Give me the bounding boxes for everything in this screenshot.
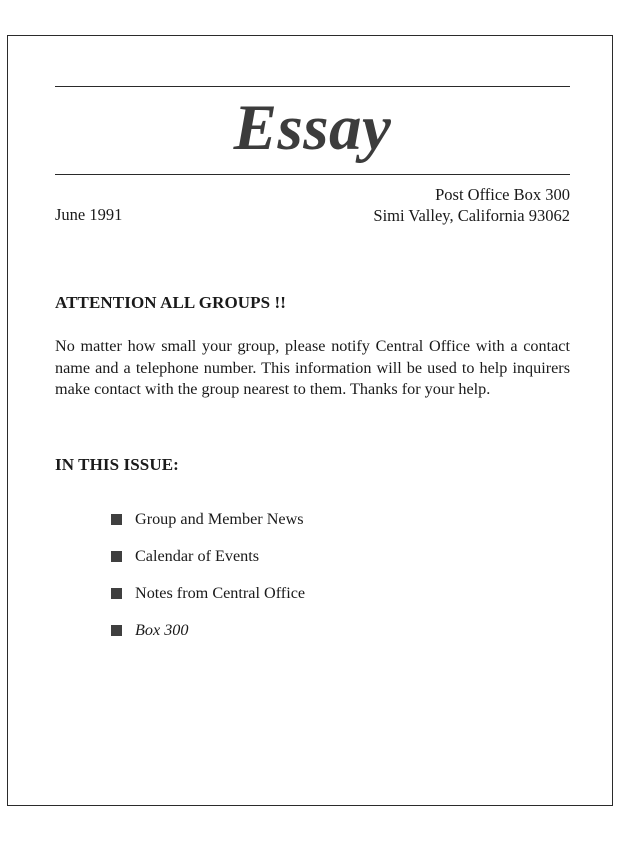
dateline-row xyxy=(55,184,570,228)
in-this-issue-heading: IN THIS ISSUE: xyxy=(55,454,179,474)
square-bullet-icon xyxy=(111,625,122,636)
masthead xyxy=(55,87,570,174)
attention-body-text: No matter how small your group, please notify Central Office with a contact name and a telephone number. This information will be used to help inquirers make contact with the group nearest to them. Thanks for your help. xyxy=(55,337,570,398)
square-bullet-icon xyxy=(111,551,122,562)
issue-date: June 1991 xyxy=(55,205,123,224)
list-item-label: Notes from Central Office xyxy=(135,583,306,602)
list-item-label: Box 300 xyxy=(135,620,189,639)
list-item-label: Calendar of Events xyxy=(135,546,260,565)
page-content xyxy=(55,35,570,649)
attention-heading: ATTENTION ALL GROUPS !! xyxy=(55,293,287,312)
list-item xyxy=(55,538,570,575)
address-line-2: Simi Valley, California 93062 xyxy=(373,206,570,225)
address-line-1: Post Office Box 300 xyxy=(435,185,570,204)
list-item xyxy=(55,575,570,612)
list-item xyxy=(55,501,570,538)
masthead-rule-bottom xyxy=(55,174,570,175)
return-address xyxy=(373,184,570,226)
list-item xyxy=(55,612,570,649)
square-bullet-icon xyxy=(111,588,122,599)
list-item-label: Group and Member News xyxy=(135,509,304,528)
in-this-issue-section xyxy=(55,455,570,649)
in-this-issue-list xyxy=(55,501,570,649)
attention-notice xyxy=(55,293,570,401)
masthead-title: Essay xyxy=(233,92,392,164)
square-bullet-icon xyxy=(111,514,122,525)
